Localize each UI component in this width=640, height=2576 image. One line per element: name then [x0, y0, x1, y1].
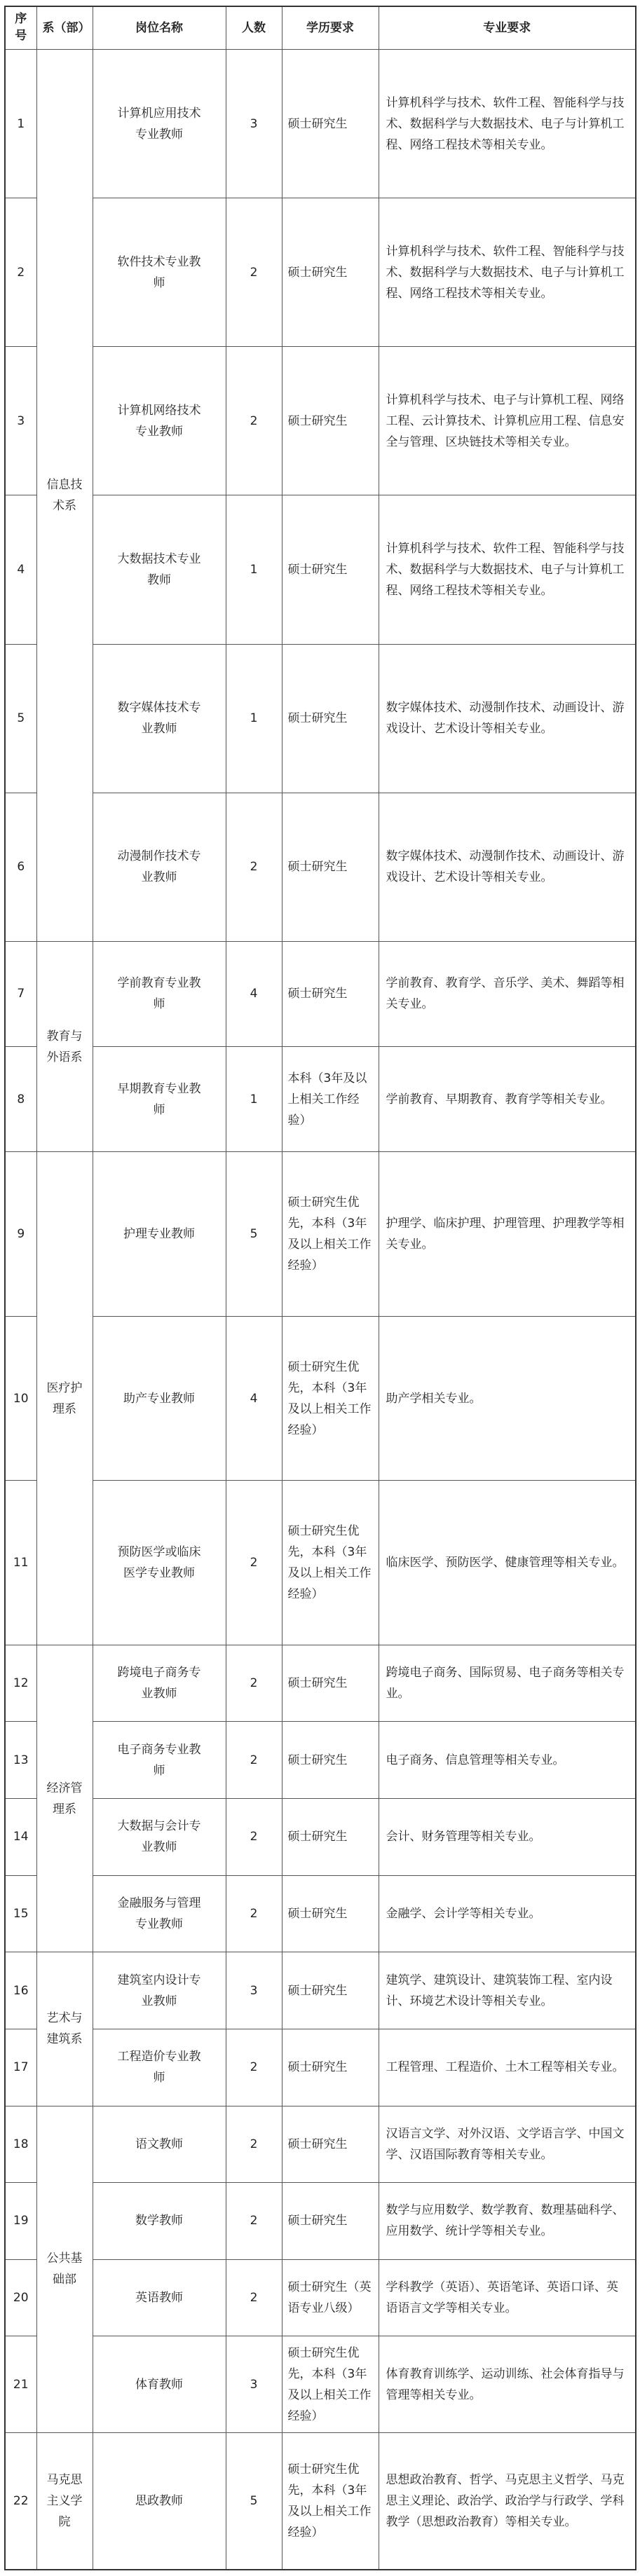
department-name: 经济管理系 [46, 1781, 83, 1816]
row-number: 21 [5, 2336, 36, 2433]
headcount: 2 [226, 2106, 282, 2183]
post-name-text: 计算机网络技术专业教师 [117, 403, 201, 439]
major-requirement: 跨境电子商务、国际贸易、电子商务等相关专业。 [379, 1645, 636, 1722]
headcount: 3 [226, 1952, 282, 2029]
department-cell [36, 2106, 93, 2433]
post-name [93, 1645, 226, 1722]
education-requirement: 硕士研究生 [282, 1952, 379, 2029]
post-name [93, 495, 226, 644]
department-cell [36, 50, 93, 942]
department-name: 医疗护理系 [46, 1381, 83, 1416]
row-number: 6 [5, 793, 36, 941]
post-name-text: 语文教师 [135, 2137, 183, 2151]
education-requirement: 硕士研究生 [282, 347, 379, 495]
table-row [5, 644, 636, 793]
education-requirement: 硕士研究生 [282, 198, 379, 347]
education-requirement: 硕士研究生 [282, 495, 379, 644]
table-row [5, 941, 636, 1046]
education-requirement: 硕士研究生 [282, 793, 379, 941]
header-count: 人数 [226, 6, 282, 50]
education-requirement: 硕士研究生 [282, 1799, 379, 1876]
row-number: 1 [5, 50, 36, 198]
post-name [93, 2183, 226, 2260]
post-name-text: 早期教育专业教师 [117, 1081, 201, 1117]
row-number: 10 [5, 1316, 36, 1480]
row-number: 13 [5, 1722, 36, 1799]
education-requirement: 硕士研究生优先，本科（3年及以上相关工作经验） [282, 2433, 379, 2570]
headcount: 2 [226, 1875, 282, 1952]
table-row [5, 198, 636, 347]
table-row [5, 2336, 636, 2433]
post-name-text: 英语教师 [135, 2291, 183, 2306]
headcount: 2 [226, 2259, 282, 2336]
post-name-text: 预防医学或临床医学专业教师 [117, 1545, 201, 1581]
major-requirement: 建筑学、建筑设计、建筑装饰工程、室内设计、环境艺术设计等相关专业。 [379, 1952, 636, 2029]
row-number: 19 [5, 2183, 36, 2260]
row-number: 3 [5, 347, 36, 495]
row-number: 4 [5, 495, 36, 644]
department-cell [36, 2433, 93, 2570]
post-name [93, 1799, 226, 1876]
table-row [5, 2259, 636, 2336]
table-row [5, 347, 636, 495]
department-name: 公共基础部 [46, 2252, 83, 2287]
table-row [5, 2433, 636, 2570]
row-number: 5 [5, 644, 36, 793]
post-name-text: 数字媒体技术专业教师 [117, 701, 201, 737]
table-row [5, 1481, 636, 1645]
education-requirement: 硕士研究生 [282, 2106, 379, 2183]
major-requirement: 数字媒体技术、动漫制作技术、动画设计、游戏设计、艺术设计等相关专业。 [379, 644, 636, 793]
table-row [5, 2106, 636, 2183]
major-requirement: 学前教育、早期教育、教育学等相关专业。 [379, 1047, 636, 1152]
headcount: 1 [226, 644, 282, 793]
row-number: 2 [5, 198, 36, 347]
headcount: 2 [226, 1645, 282, 1722]
row-number: 14 [5, 1799, 36, 1876]
post-name-text: 护理专业教师 [123, 1227, 195, 1242]
post-name [93, 1152, 226, 1316]
department-name: 教育与外语系 [46, 1029, 83, 1064]
row-number: 20 [5, 2259, 36, 2336]
education-requirement: 硕士研究生 [282, 2183, 379, 2260]
post-name [93, 2106, 226, 2183]
post-name [93, 1481, 226, 1645]
post-name-text: 动漫制作技术专业教师 [117, 849, 201, 885]
header-req: 专业要求 [379, 6, 636, 50]
headcount: 2 [226, 1481, 282, 1645]
table-row [5, 1152, 636, 1316]
post-name-text: 金融服务与管理专业教师 [117, 1896, 201, 1931]
header-no: 序号 [5, 6, 36, 50]
header-edu: 学历要求 [282, 6, 379, 50]
department-cell [36, 941, 93, 1151]
table-body [5, 50, 636, 2570]
major-requirement: 体育教育训练学、运动训练、社会体育指导与管理等相关专业。 [379, 2336, 636, 2433]
row-number: 16 [5, 1952, 36, 2029]
post-name-text: 数学教师 [135, 2214, 183, 2228]
post-name [93, 50, 226, 198]
major-requirement: 数字媒体技术、动漫制作技术、动画设计、游戏设计、艺术设计等相关专业。 [379, 793, 636, 941]
headcount: 2 [226, 2183, 282, 2260]
table-row [5, 495, 636, 644]
row-number: 11 [5, 1481, 36, 1645]
major-requirement: 学科教学（英语）、英语笔译、英语口译、英语语言文学等相关专业。 [379, 2259, 636, 2336]
recruitment-table [4, 6, 636, 2570]
header-post: 岗位名称 [93, 6, 226, 50]
post-name-text: 软件技术专业教师 [117, 254, 201, 290]
row-number: 7 [5, 941, 36, 1046]
headcount: 5 [226, 2433, 282, 2570]
major-requirement: 计算机科学与技术、电子与计算机工程、网络工程、云计算技术、计算机应用工程、信息安全与管理、区块链技术等相关专业。 [379, 347, 636, 495]
post-name-text: 学前教育专业教师 [117, 976, 201, 1012]
table-row [5, 1047, 636, 1152]
major-requirement: 护理学、临床护理、护理管理、护理教学等相关专业。 [379, 1152, 636, 1316]
education-requirement: 硕士研究生 [282, 2029, 379, 2106]
major-requirement: 计算机科学与技术、软件工程、智能科学与技术、数据科学与大数据技术、电子与计算机工程、网络工程技术等相关专业。 [379, 198, 636, 347]
post-name [93, 347, 226, 495]
education-requirement: 硕士研究生 [282, 1722, 379, 1799]
post-name-text: 工程造价专业教师 [117, 2050, 201, 2085]
major-requirement: 计算机科学与技术、软件工程、智能科学与技术、数据科学与大数据技术、电子与计算机工程、网络工程技术等相关专业。 [379, 495, 636, 644]
education-requirement: 硕士研究生优先，本科（3年及以上相关工作经验） [282, 2336, 379, 2433]
table-row [5, 50, 636, 198]
headcount: 3 [226, 2336, 282, 2433]
major-requirement: 会计、财务管理等相关专业。 [379, 1799, 636, 1876]
table-row [5, 793, 636, 941]
table-row [5, 2029, 636, 2106]
post-name-text: 大数据技术专业教师 [117, 551, 201, 587]
row-number: 9 [5, 1152, 36, 1316]
department-cell [36, 1645, 93, 1952]
department-cell [36, 1952, 93, 2106]
post-name [93, 793, 226, 941]
row-number: 12 [5, 1645, 36, 1722]
post-name-text: 思政教师 [135, 2494, 183, 2509]
post-name [93, 198, 226, 347]
headcount: 2 [226, 198, 282, 347]
table-row [5, 1799, 636, 1876]
row-number: 15 [5, 1875, 36, 1952]
post-name [93, 1875, 226, 1952]
table-row [5, 1875, 636, 1952]
post-name [93, 941, 226, 1046]
post-name-text: 体育教师 [135, 2377, 183, 2392]
post-name [93, 1952, 226, 2029]
department-cell [36, 1152, 93, 1645]
headcount: 4 [226, 941, 282, 1046]
post-name-text: 计算机应用技术专业教师 [117, 106, 201, 142]
post-name-text: 跨境电子商务专业教师 [117, 1666, 201, 1701]
post-name-text: 助产专业教师 [123, 1391, 195, 1406]
education-requirement: 硕士研究生 [282, 1645, 379, 1722]
post-name [93, 2259, 226, 2336]
post-name [93, 1316, 226, 1480]
major-requirement: 思想政治教育、哲学、马克思主义哲学、马克思主义理论、政治学、政治学与行政学、学科教学（思想政治教育）等相关专业。 [379, 2433, 636, 2570]
major-requirement: 金融学、会计学等相关专业。 [379, 1875, 636, 1952]
education-requirement: 硕士研究生 [282, 644, 379, 793]
post-name [93, 2433, 226, 2570]
post-name [93, 644, 226, 793]
headcount: 2 [226, 1722, 282, 1799]
table-row [5, 2183, 636, 2260]
headcount: 4 [226, 1316, 282, 1480]
major-requirement: 计算机科学与技术、软件工程、智能科学与技术、数据科学与大数据技术、电子与计算机工程、网络工程技术等相关专业。 [379, 50, 636, 198]
education-requirement: 硕士研究生优先，本科（3年及以上相关工作经验） [282, 1152, 379, 1316]
row-number: 8 [5, 1047, 36, 1152]
headcount: 2 [226, 347, 282, 495]
post-name [93, 1047, 226, 1152]
major-requirement: 数学与应用数学、数学教育、数理基础科学、应用数学、统计学等相关专业。 [379, 2183, 636, 2260]
department-name: 马克思主义学院 [46, 2473, 83, 2530]
education-requirement: 硕士研究生（英语专业八级） [282, 2259, 379, 2336]
headcount: 3 [226, 50, 282, 198]
major-requirement: 电子商务、信息管理等相关专业。 [379, 1722, 636, 1799]
headcount: 1 [226, 1047, 282, 1152]
major-requirement: 临床医学、预防医学、健康管理等相关专业。 [379, 1481, 636, 1645]
headcount: 2 [226, 793, 282, 941]
table-row [5, 1316, 636, 1480]
headcount: 2 [226, 1799, 282, 1876]
education-requirement: 硕士研究生 [282, 50, 379, 198]
headcount: 5 [226, 1152, 282, 1316]
row-number: 22 [5, 2433, 36, 2570]
post-name-text: 建筑室内设计专业教师 [117, 1973, 201, 2008]
post-name [93, 2029, 226, 2106]
education-requirement: 本科（3年及以上相关工作经验） [282, 1047, 379, 1152]
table-row [5, 1722, 636, 1799]
row-number: 17 [5, 2029, 36, 2106]
education-requirement: 硕士研究生优先，本科（3年及以上相关工作经验） [282, 1316, 379, 1480]
major-requirement: 助产学相关专业。 [379, 1316, 636, 1480]
major-requirement: 汉语言文学、对外汉语、文学语言学、中国文学、汉语国际教育等相关专业。 [379, 2106, 636, 2183]
headcount: 2 [226, 2029, 282, 2106]
post-name-text: 大数据与会计专业教师 [117, 1819, 201, 1855]
row-number: 18 [5, 2106, 36, 2183]
post-name [93, 2336, 226, 2433]
headcount: 1 [226, 495, 282, 644]
table-row [5, 1645, 636, 1722]
header-dept: 系（部） [36, 6, 93, 50]
post-name [93, 1722, 226, 1799]
department-name: 信息技术系 [46, 477, 83, 513]
department-name: 艺术与建筑系 [46, 2011, 83, 2047]
education-requirement: 硕士研究生 [282, 1875, 379, 1952]
post-name-text: 电子商务专业教师 [117, 1742, 201, 1778]
header-row [5, 6, 636, 50]
table-row [5, 1952, 636, 2029]
major-requirement: 学前教育、教育学、音乐学、美术、舞蹈等相关专业。 [379, 941, 636, 1046]
education-requirement: 硕士研究生优先，本科（3年及以上相关工作经验） [282, 1481, 379, 1645]
major-requirement: 工程管理、工程造价、土木工程等相关专业。 [379, 2029, 636, 2106]
education-requirement: 硕士研究生 [282, 941, 379, 1046]
